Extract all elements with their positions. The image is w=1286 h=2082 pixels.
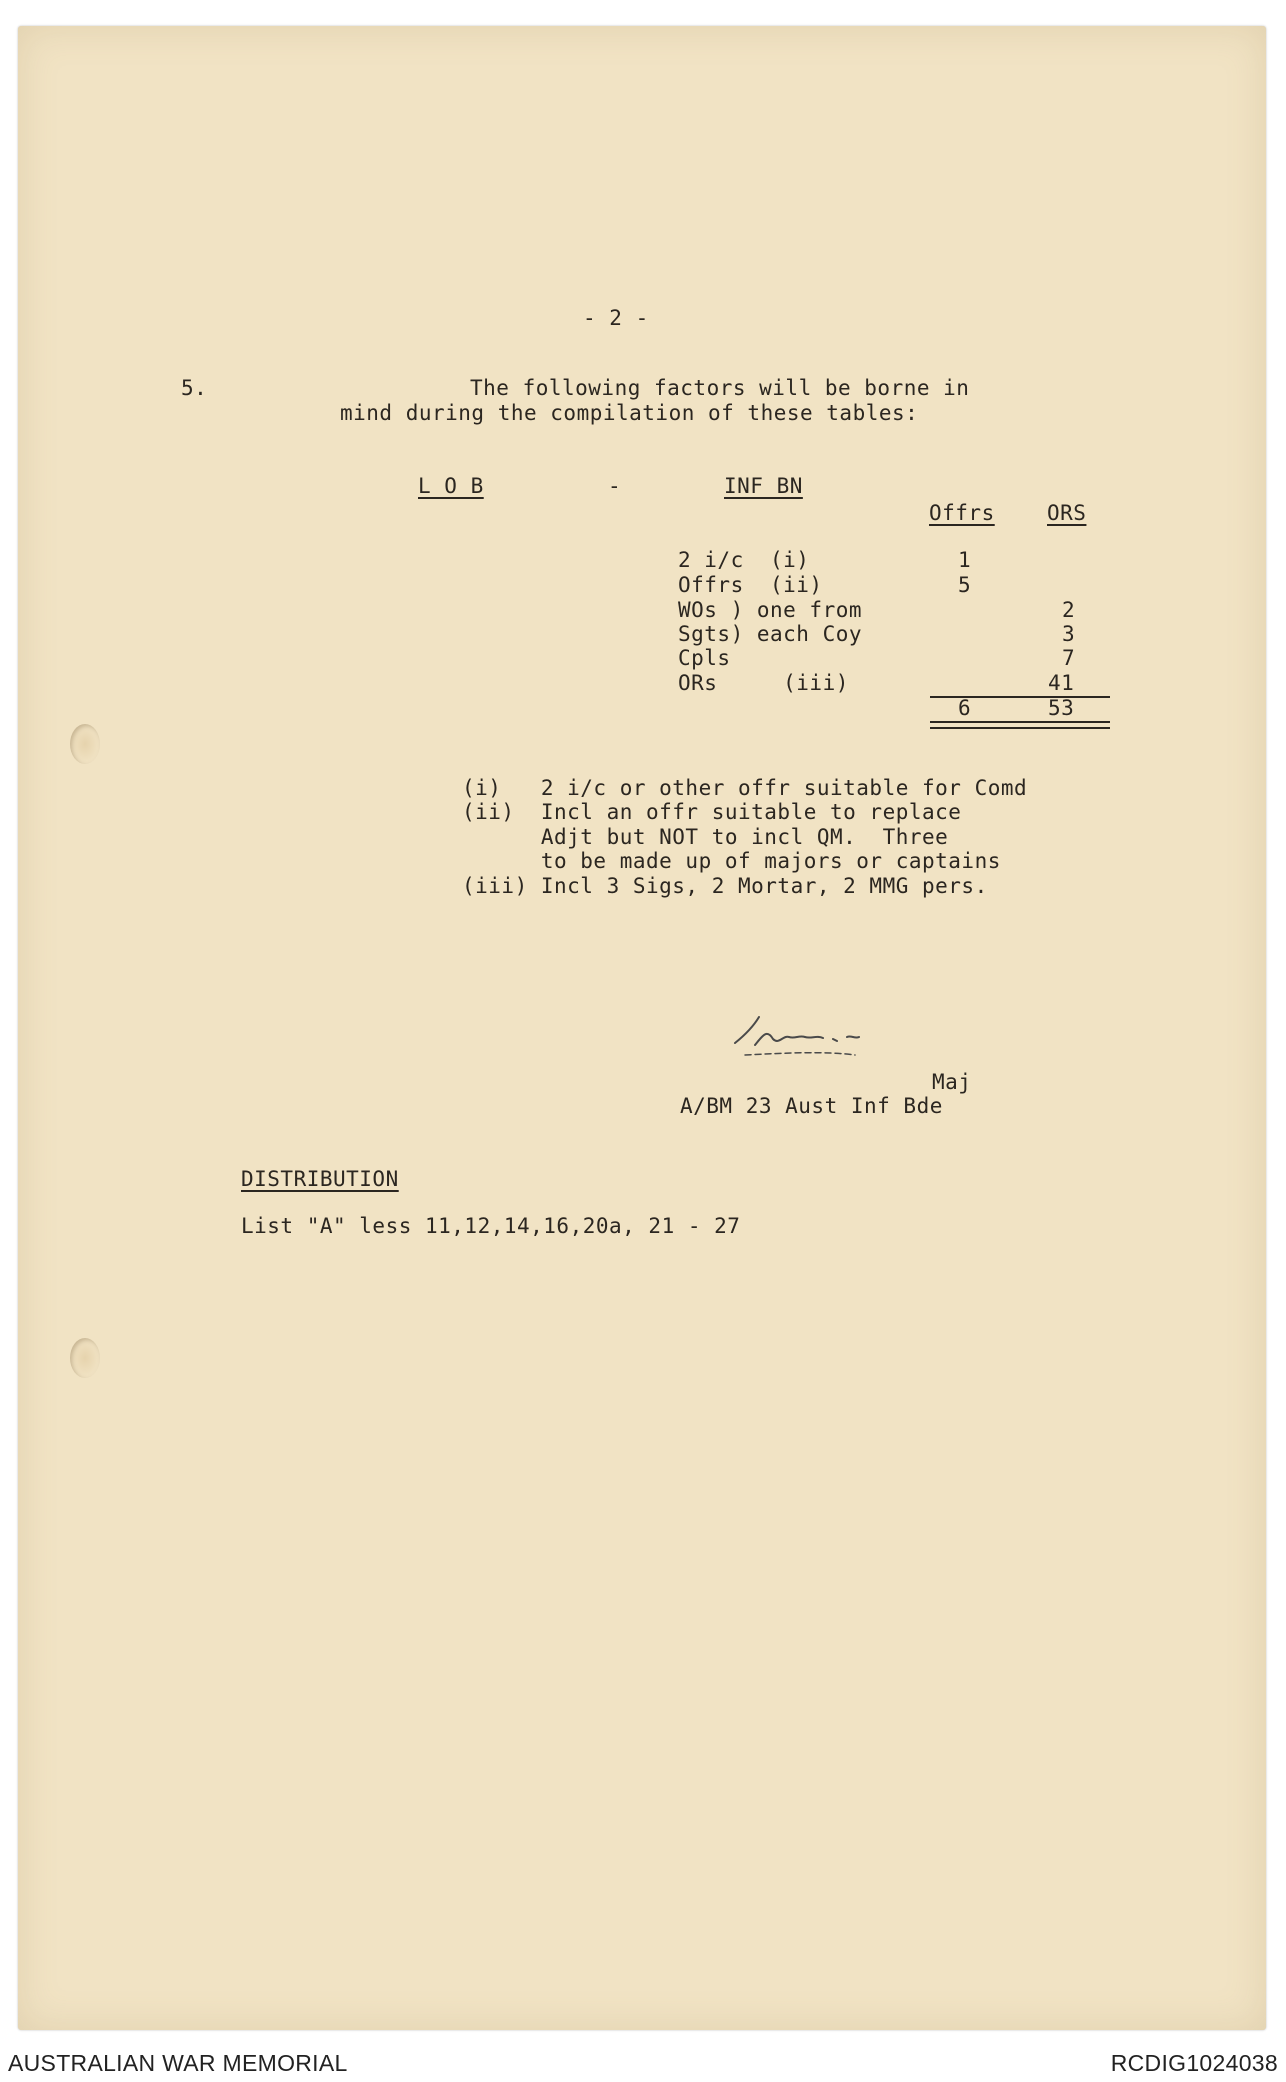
footer-reference-id: RCDIG1024038: [1110, 2050, 1278, 2076]
distribution-list: List "A" less 11,12,14,16,20a, 21 - 27: [241, 1214, 741, 1238]
note-line: (i) 2 i/c or other offr suitable for Comd: [462, 776, 1028, 800]
handwritten-signature: [725, 1005, 905, 1065]
row-ors: 41: [1048, 671, 1075, 695]
row-label: Sgts) each Coy: [678, 622, 863, 646]
row-label: Offrs (ii): [678, 573, 823, 597]
punch-hole: [70, 1338, 100, 1378]
row-ors: 3: [1062, 622, 1076, 646]
page-number: - 2 -: [583, 306, 649, 330]
paragraph-line-2: mind during the compilation of these tables:: [340, 401, 919, 425]
punch-hole: [70, 724, 100, 764]
total-rule: [930, 727, 1110, 729]
note-line: Adjt but NOT to incl QM. Three: [462, 825, 949, 849]
signature-appointment: A/BM 23 Aust Inf Bde: [680, 1094, 943, 1118]
row-label: WOs ) one from: [678, 598, 863, 622]
column-header-ors: ORS: [1047, 501, 1087, 525]
table-heading-dash: -: [608, 474, 622, 498]
paragraph-line-1: The following factors will be borne in: [470, 376, 970, 400]
row-ors: 7: [1062, 646, 1076, 670]
table-heading-inf-bn: INF BN: [724, 474, 803, 498]
distribution-heading: DISTRIBUTION: [241, 1167, 399, 1191]
column-header-offrs: Offrs: [929, 501, 995, 525]
footer-archive-name: AUSTRALIAN WAR MEMORIAL: [8, 2050, 348, 2076]
note-line: (ii) Incl an offr suitable to replace: [462, 800, 962, 824]
row-offrs: 5: [958, 573, 972, 597]
signature-rank: Maj: [932, 1070, 972, 1094]
total-ors: 53: [1048, 696, 1075, 720]
total-offrs: 6: [958, 696, 972, 720]
subtotal-rule: [930, 696, 1110, 698]
paragraph-number: 5.: [181, 376, 208, 400]
row-label: Cpls: [678, 646, 731, 670]
row-ors: 2: [1062, 598, 1076, 622]
row-label: ORs (iii): [678, 671, 849, 695]
row-label: 2 i/c (i): [678, 548, 810, 572]
note-line: to be made up of majors or captains: [462, 849, 1001, 873]
total-rule: [930, 721, 1110, 723]
note-line: (iii) Incl 3 Sigs, 2 Mortar, 2 MMG pers.: [462, 874, 988, 898]
table-heading-lob: L O B: [418, 474, 484, 498]
row-offrs: 1: [958, 548, 972, 572]
